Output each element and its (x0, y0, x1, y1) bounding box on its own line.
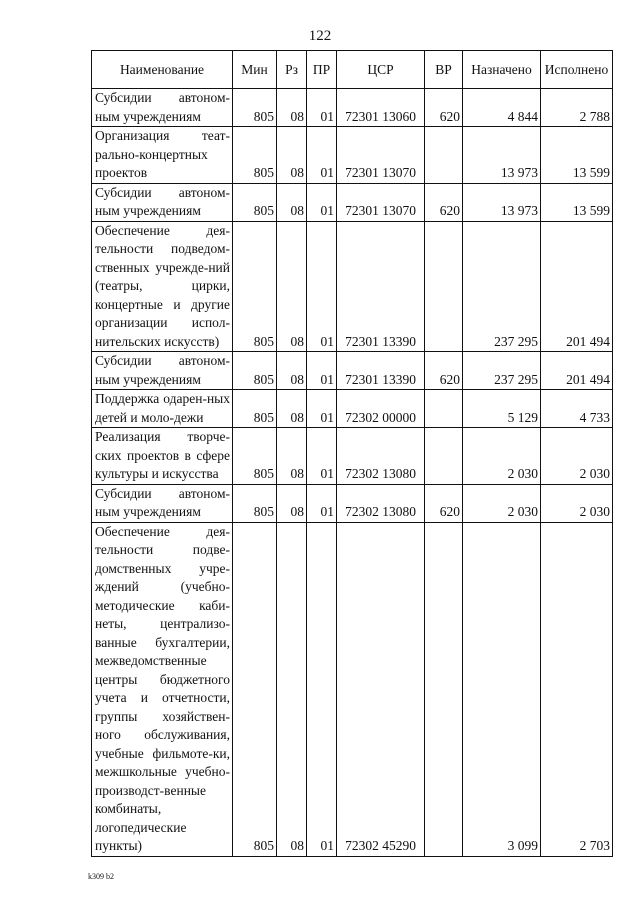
row-vr: 620 (425, 183, 463, 221)
table-row (92, 352, 613, 390)
row-pr: 01 (307, 127, 337, 184)
row-name: Обеспечение дея-тельности подведом-ственных учрежде-ний (театры, цирки, концертные и другие организации испол-нительских искусств) (92, 221, 233, 352)
row-pr: 01 (307, 522, 337, 856)
footer-code: k309 b2 (88, 872, 114, 881)
header-rz: Рз (277, 51, 307, 89)
row-min: 805 (233, 89, 277, 127)
row-name: Субсидии автоном-ным учреждениям (92, 183, 233, 221)
row-csr: 72302 45290 (337, 522, 425, 856)
row-min: 805 (233, 522, 277, 856)
row-executed: 2 030 (541, 484, 613, 522)
table-row (92, 127, 613, 184)
row-executed: 2 703 (541, 522, 613, 856)
row-csr: 72301 13390 (337, 221, 425, 352)
row-pr: 01 (307, 221, 337, 352)
row-name: Субсидии автоном-ным учреждениям (92, 352, 233, 390)
row-name: Организация теат-рально-концертных проектов (92, 127, 233, 184)
row-executed: 201 494 (541, 221, 613, 352)
row-executed: 13 599 (541, 127, 613, 184)
row-pr: 01 (307, 428, 337, 485)
row-csr: 72302 13080 (337, 428, 425, 485)
row-min: 805 (233, 127, 277, 184)
budget-table (91, 50, 613, 857)
row-vr (425, 428, 463, 485)
row-name: Реализация творче-ских проектов в сфере культуры и искусства (92, 428, 233, 485)
row-rz: 08 (277, 484, 307, 522)
row-min: 805 (233, 428, 277, 485)
header-min: Мин (233, 51, 277, 89)
row-vr: 620 (425, 484, 463, 522)
row-rz: 08 (277, 390, 307, 428)
row-csr: 72301 13070 (337, 183, 425, 221)
row-pr: 01 (307, 352, 337, 390)
row-vr (425, 127, 463, 184)
row-csr: 72301 13060 (337, 89, 425, 127)
table-row (92, 89, 613, 127)
table-row (92, 484, 613, 522)
header-pr: ПР (307, 51, 337, 89)
row-rz: 08 (277, 352, 307, 390)
row-assigned: 237 295 (463, 352, 541, 390)
header-vr: ВР (425, 51, 463, 89)
row-rz: 08 (277, 428, 307, 485)
row-pr: 01 (307, 390, 337, 428)
row-assigned: 13 973 (463, 127, 541, 184)
row-assigned: 2 030 (463, 484, 541, 522)
row-vr (425, 522, 463, 856)
row-name: Субсидии автоном-ным учреждениям (92, 484, 233, 522)
table-body (92, 89, 613, 857)
row-pr: 01 (307, 89, 337, 127)
row-min: 805 (233, 484, 277, 522)
row-vr (425, 390, 463, 428)
row-assigned: 5 129 (463, 390, 541, 428)
row-min: 805 (233, 183, 277, 221)
row-rz: 08 (277, 183, 307, 221)
row-assigned: 2 030 (463, 428, 541, 485)
header-name: Наименование (92, 51, 233, 89)
header-assigned: Назначено (463, 51, 541, 89)
row-rz: 08 (277, 522, 307, 856)
row-executed: 2 030 (541, 428, 613, 485)
row-vr (425, 221, 463, 352)
row-name: Субсидии автоном-ным учреждениям (92, 89, 233, 127)
row-min: 805 (233, 221, 277, 352)
row-executed: 2 788 (541, 89, 613, 127)
row-name: Обеспечение дея-тельности подве-домственных учре-ждений (учебно-методические каби-неты, централизо-ванные бухгалтерии, межведомственные центры бюджетного учета и отчетности, группы хозяйствен-ного обслуживания, учебные фильмоте-ки, межшкольные учебно-производст-венные комбинаты, логопедические пункты) (92, 522, 233, 856)
row-executed: 4 733 (541, 390, 613, 428)
row-assigned: 3 099 (463, 522, 541, 856)
table-row (92, 390, 613, 428)
row-min: 805 (233, 390, 277, 428)
header-csr: ЦСР (337, 51, 425, 89)
row-rz: 08 (277, 89, 307, 127)
row-vr: 620 (425, 89, 463, 127)
row-assigned: 13 973 (463, 183, 541, 221)
row-vr: 620 (425, 352, 463, 390)
table-header-row (92, 51, 613, 89)
page-number: 122 (308, 28, 332, 44)
table-row (92, 522, 613, 856)
row-csr: 72301 13390 (337, 352, 425, 390)
row-name: Поддержка одарен-ных детей и моло-дежи (92, 390, 233, 428)
row-pr: 01 (307, 183, 337, 221)
table-row (92, 183, 613, 221)
header-executed: Исполнено (541, 51, 613, 89)
row-executed: 201 494 (541, 352, 613, 390)
row-pr: 01 (307, 484, 337, 522)
row-min: 805 (233, 352, 277, 390)
row-rz: 08 (277, 127, 307, 184)
row-csr: 72302 00000 (337, 390, 425, 428)
row-assigned: 237 295 (463, 221, 541, 352)
table-row (92, 221, 613, 352)
row-executed: 13 599 (541, 183, 613, 221)
row-rz: 08 (277, 221, 307, 352)
row-csr: 72302 13080 (337, 484, 425, 522)
table-row (92, 428, 613, 485)
row-assigned: 4 844 (463, 89, 541, 127)
row-csr: 72301 13070 (337, 127, 425, 184)
